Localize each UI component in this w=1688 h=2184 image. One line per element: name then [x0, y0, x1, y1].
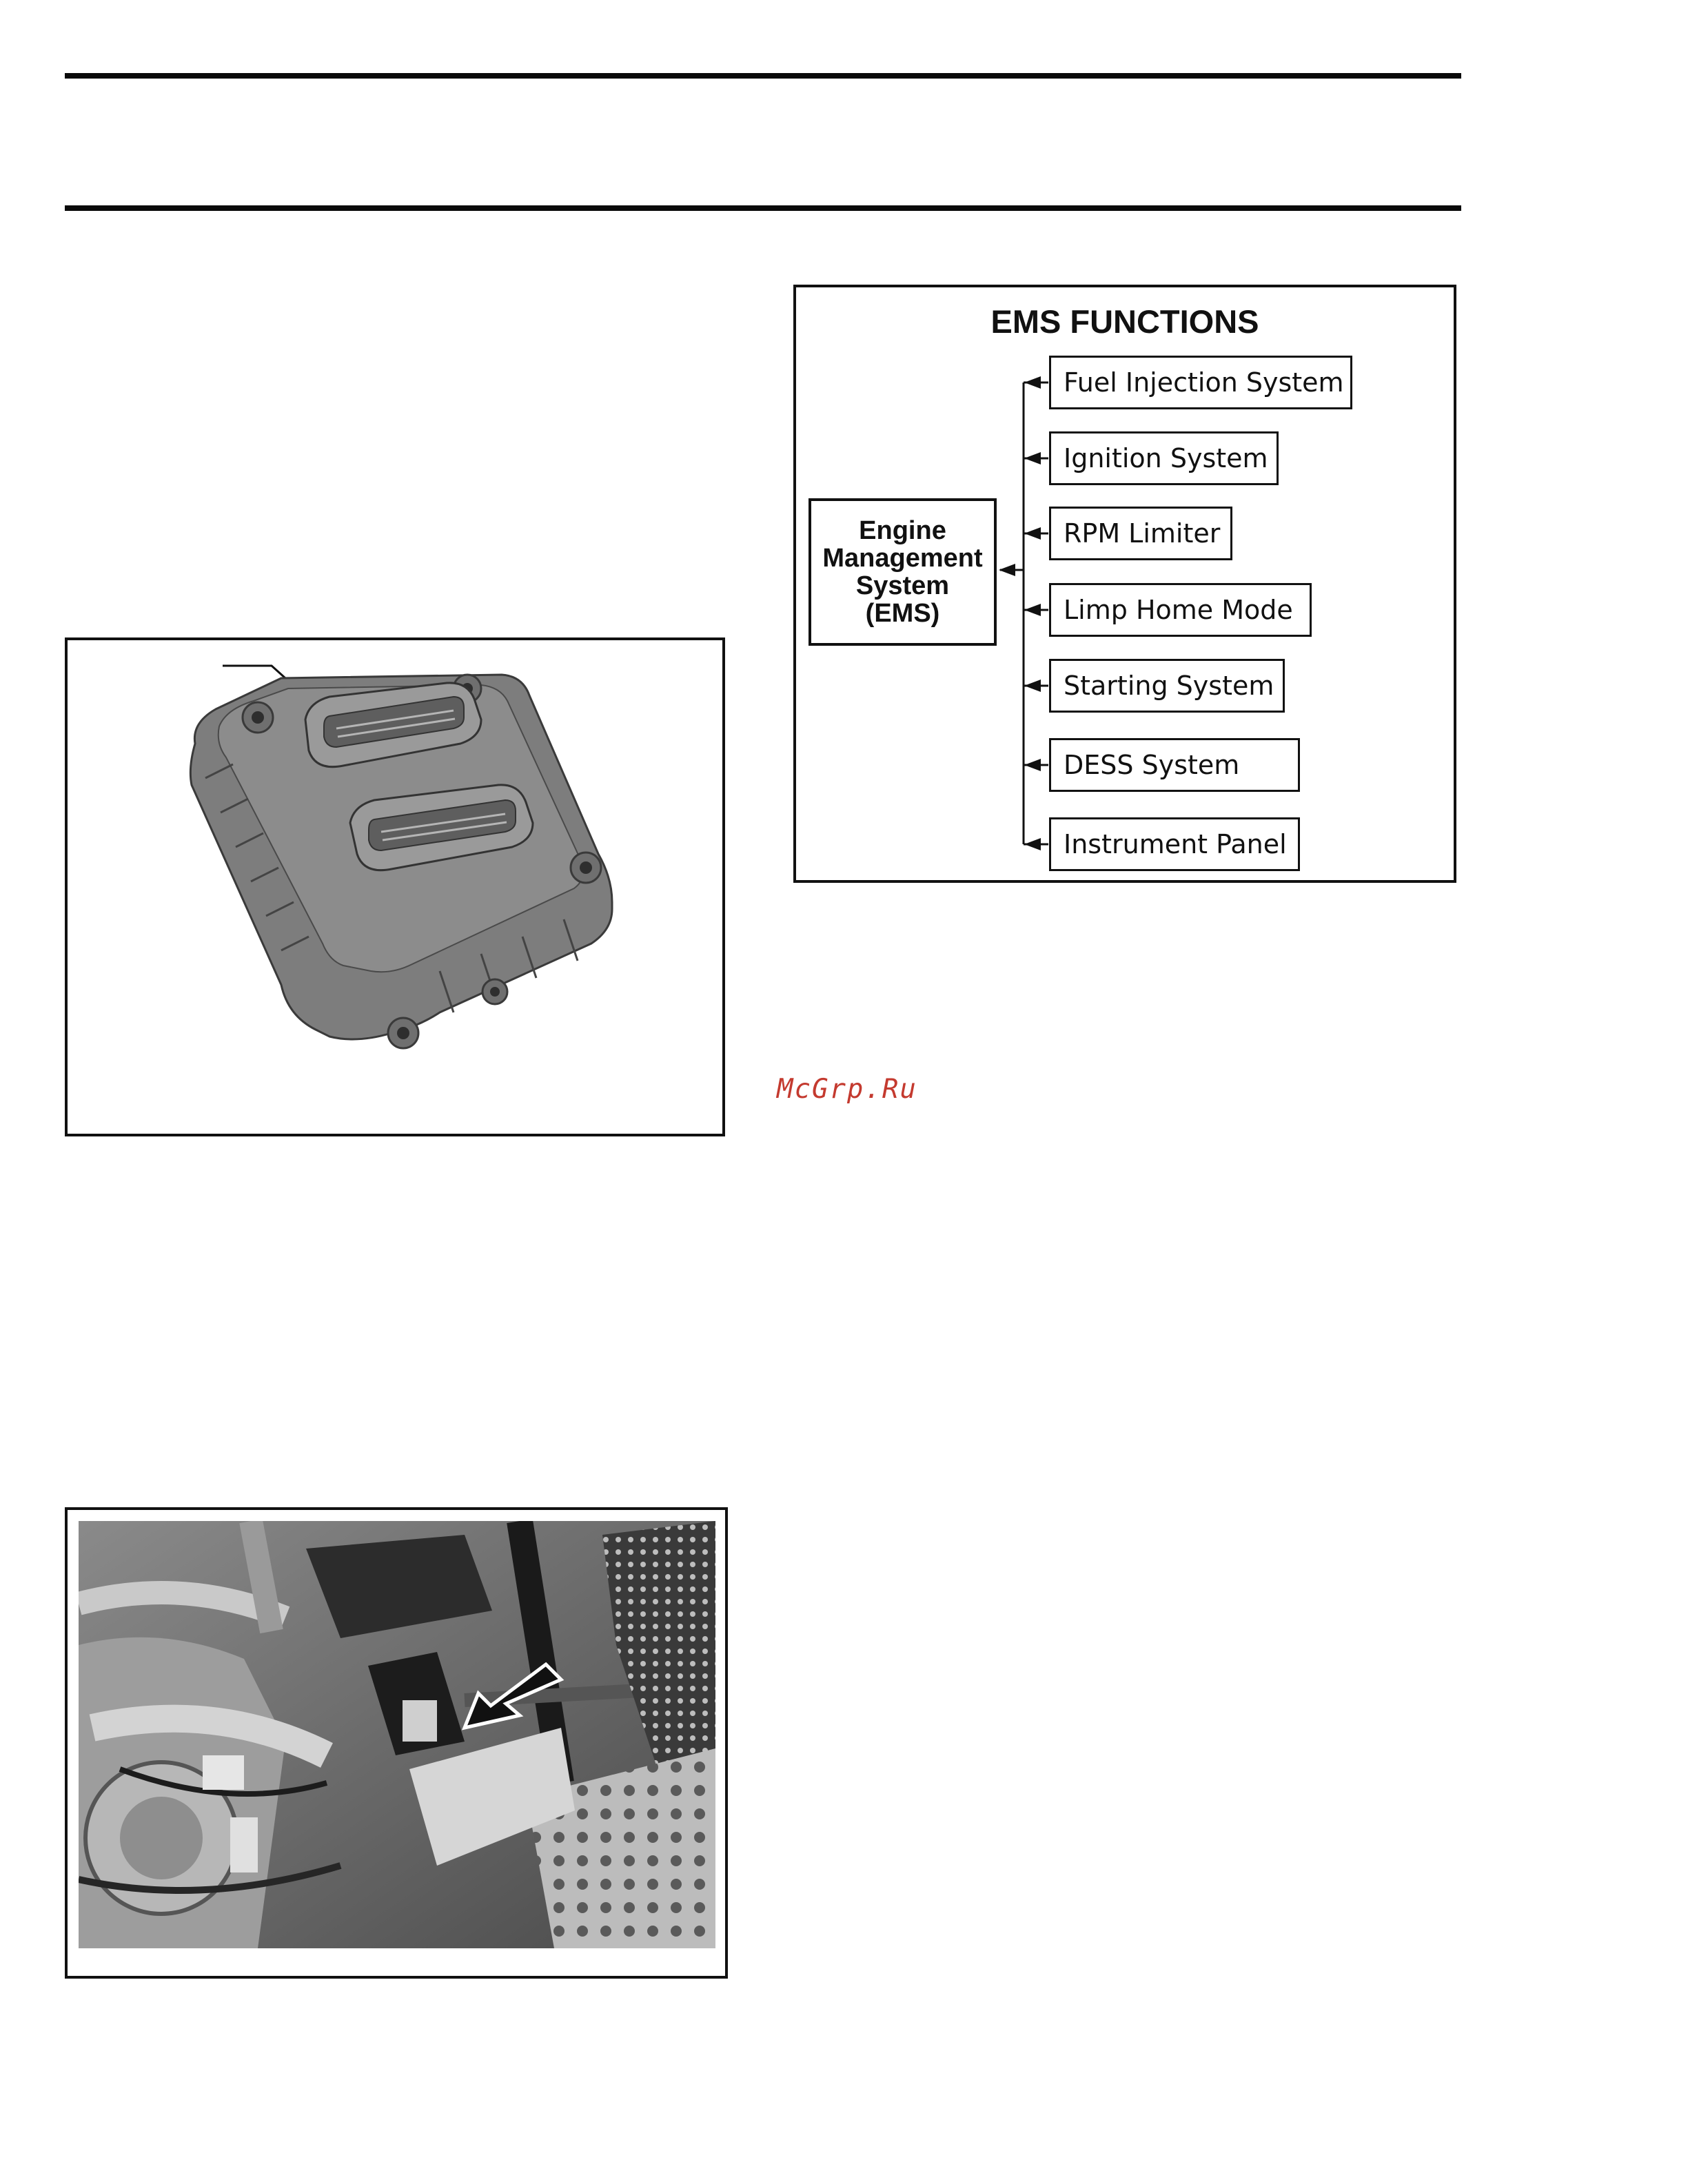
- header-rule-top: [65, 73, 1461, 79]
- ems-function-dess: DESS System: [1049, 738, 1300, 792]
- ems-functions-diagram: [793, 285, 1456, 883]
- ecm-module-drawing: [68, 640, 722, 1134]
- ems-function-instrument-panel: Instrument Panel: [1049, 817, 1300, 871]
- ems-function-fuel-injection: Fuel Injection System: [1049, 356, 1352, 409]
- photo-area: [79, 1521, 715, 1948]
- ems-main-line-4: (EMS): [865, 599, 940, 628]
- ecm-illustration: [65, 637, 725, 1136]
- ems-function-starting: Starting System: [1049, 659, 1285, 713]
- ems-main-line-2: Management: [822, 544, 983, 573]
- ecm-location-photo: [65, 1507, 728, 1979]
- watermark: McGrp.Ru: [777, 1074, 917, 1105]
- ems-main-line-3: System: [855, 571, 950, 600]
- header-rule-bottom: [65, 205, 1461, 211]
- ems-function-rpm-limiter: RPM Limiter: [1049, 507, 1232, 560]
- ems-title: EMS FUNCTIONS: [990, 303, 1259, 340]
- ems-main-line-1: Engine: [859, 516, 946, 545]
- engine-bay-photo: [79, 1521, 715, 1948]
- ems-function-limp-home: Limp Home Mode: [1049, 583, 1312, 637]
- ems-main-box: [809, 498, 997, 646]
- ems-function-ignition: Ignition System: [1049, 431, 1279, 485]
